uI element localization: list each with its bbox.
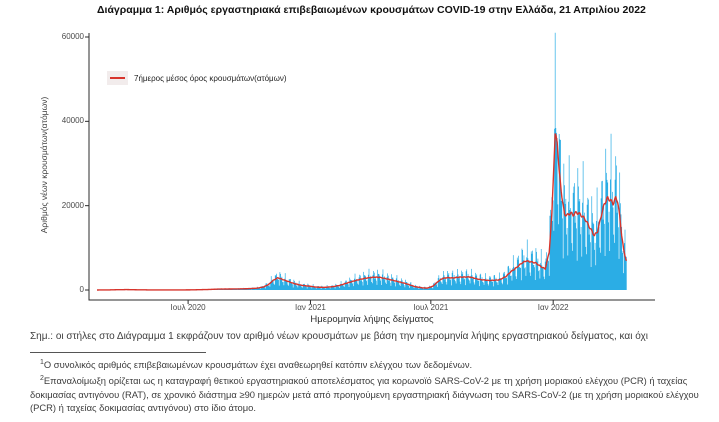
footnote-2-marker: 2 xyxy=(40,375,44,383)
x-tick-label: Ιουλ 2021 xyxy=(413,303,449,312)
footnote-1-text: Ο συνολικός αριθμός επιβεβαιωμένων κρουσμάτων έχει αναθεωρηθεί κατόπιν ελέγχου των δεδομένων. xyxy=(43,359,473,371)
footnote-separator xyxy=(30,352,206,353)
footnote-2-text: Επαναλοίμωξη ορίζεται ως η καταγραφή θετικού εργαστηριακού αποτελέσματος για κορωνοϊό SARS-CoV-2 με τη χρήση μοριακού ελέγχου (PCR) ή ταχείας δοκιμασίας αντιγόνου (RAT), σε χρονικό διάστημα ≥90 ημερών μετά από προηγούμενη εργαστηριακή διάγνωση του SARS-CoV-2 (με τη χρήση μοριακού ελέγχου (PCR) ή ταχείας δοκιμασίας αντιγόνου) στο ίδιο άτομο. xyxy=(30,375,699,413)
chart-title: Διάγραμμα 1: Αριθμός εργαστηριακά επιβεβαιωμένων κρουσμάτων COVID-19 στην Ελλάδα, 21 Απριλίου 2022 xyxy=(97,4,646,16)
footnotes xyxy=(30,356,706,415)
y-tick-label: 60000 xyxy=(61,32,84,41)
chart-note: Σημ.: οι στήλες στο Διάγραμμα 1 εκφράζουν τον αριθμό νέων κρουσμάτων με βάση την ημερομηνία λήψης εργαστηριακού δείγματος, και όχι xyxy=(30,331,648,342)
footnote-2 xyxy=(30,372,706,414)
y-tick-label: 40000 xyxy=(61,116,84,126)
avg-line-icon xyxy=(110,77,125,79)
x-tick-label: Ιαν 2022 xyxy=(537,303,569,312)
y-tick-label: 0 xyxy=(79,285,84,294)
x-tick-label: Ιαν 2021 xyxy=(295,303,326,312)
y-tick-label: 20000 xyxy=(61,200,84,210)
footnote-1 xyxy=(30,356,706,371)
x-tick-label: Ιουλ 2020 xyxy=(170,303,206,312)
y-axis-label: Αριθμός νέων κρουσμάτων(ατόμων) xyxy=(39,96,49,234)
legend-key-box xyxy=(107,71,128,85)
legend xyxy=(107,71,287,85)
footnote-1-marker: 1 xyxy=(40,359,44,366)
x-axis-label: Ημερομηνία λήψης δείγματος xyxy=(310,314,434,325)
legend-label: 7ήμερος μέσος όρος κρουσμάτων(ατόμων) xyxy=(134,73,287,83)
